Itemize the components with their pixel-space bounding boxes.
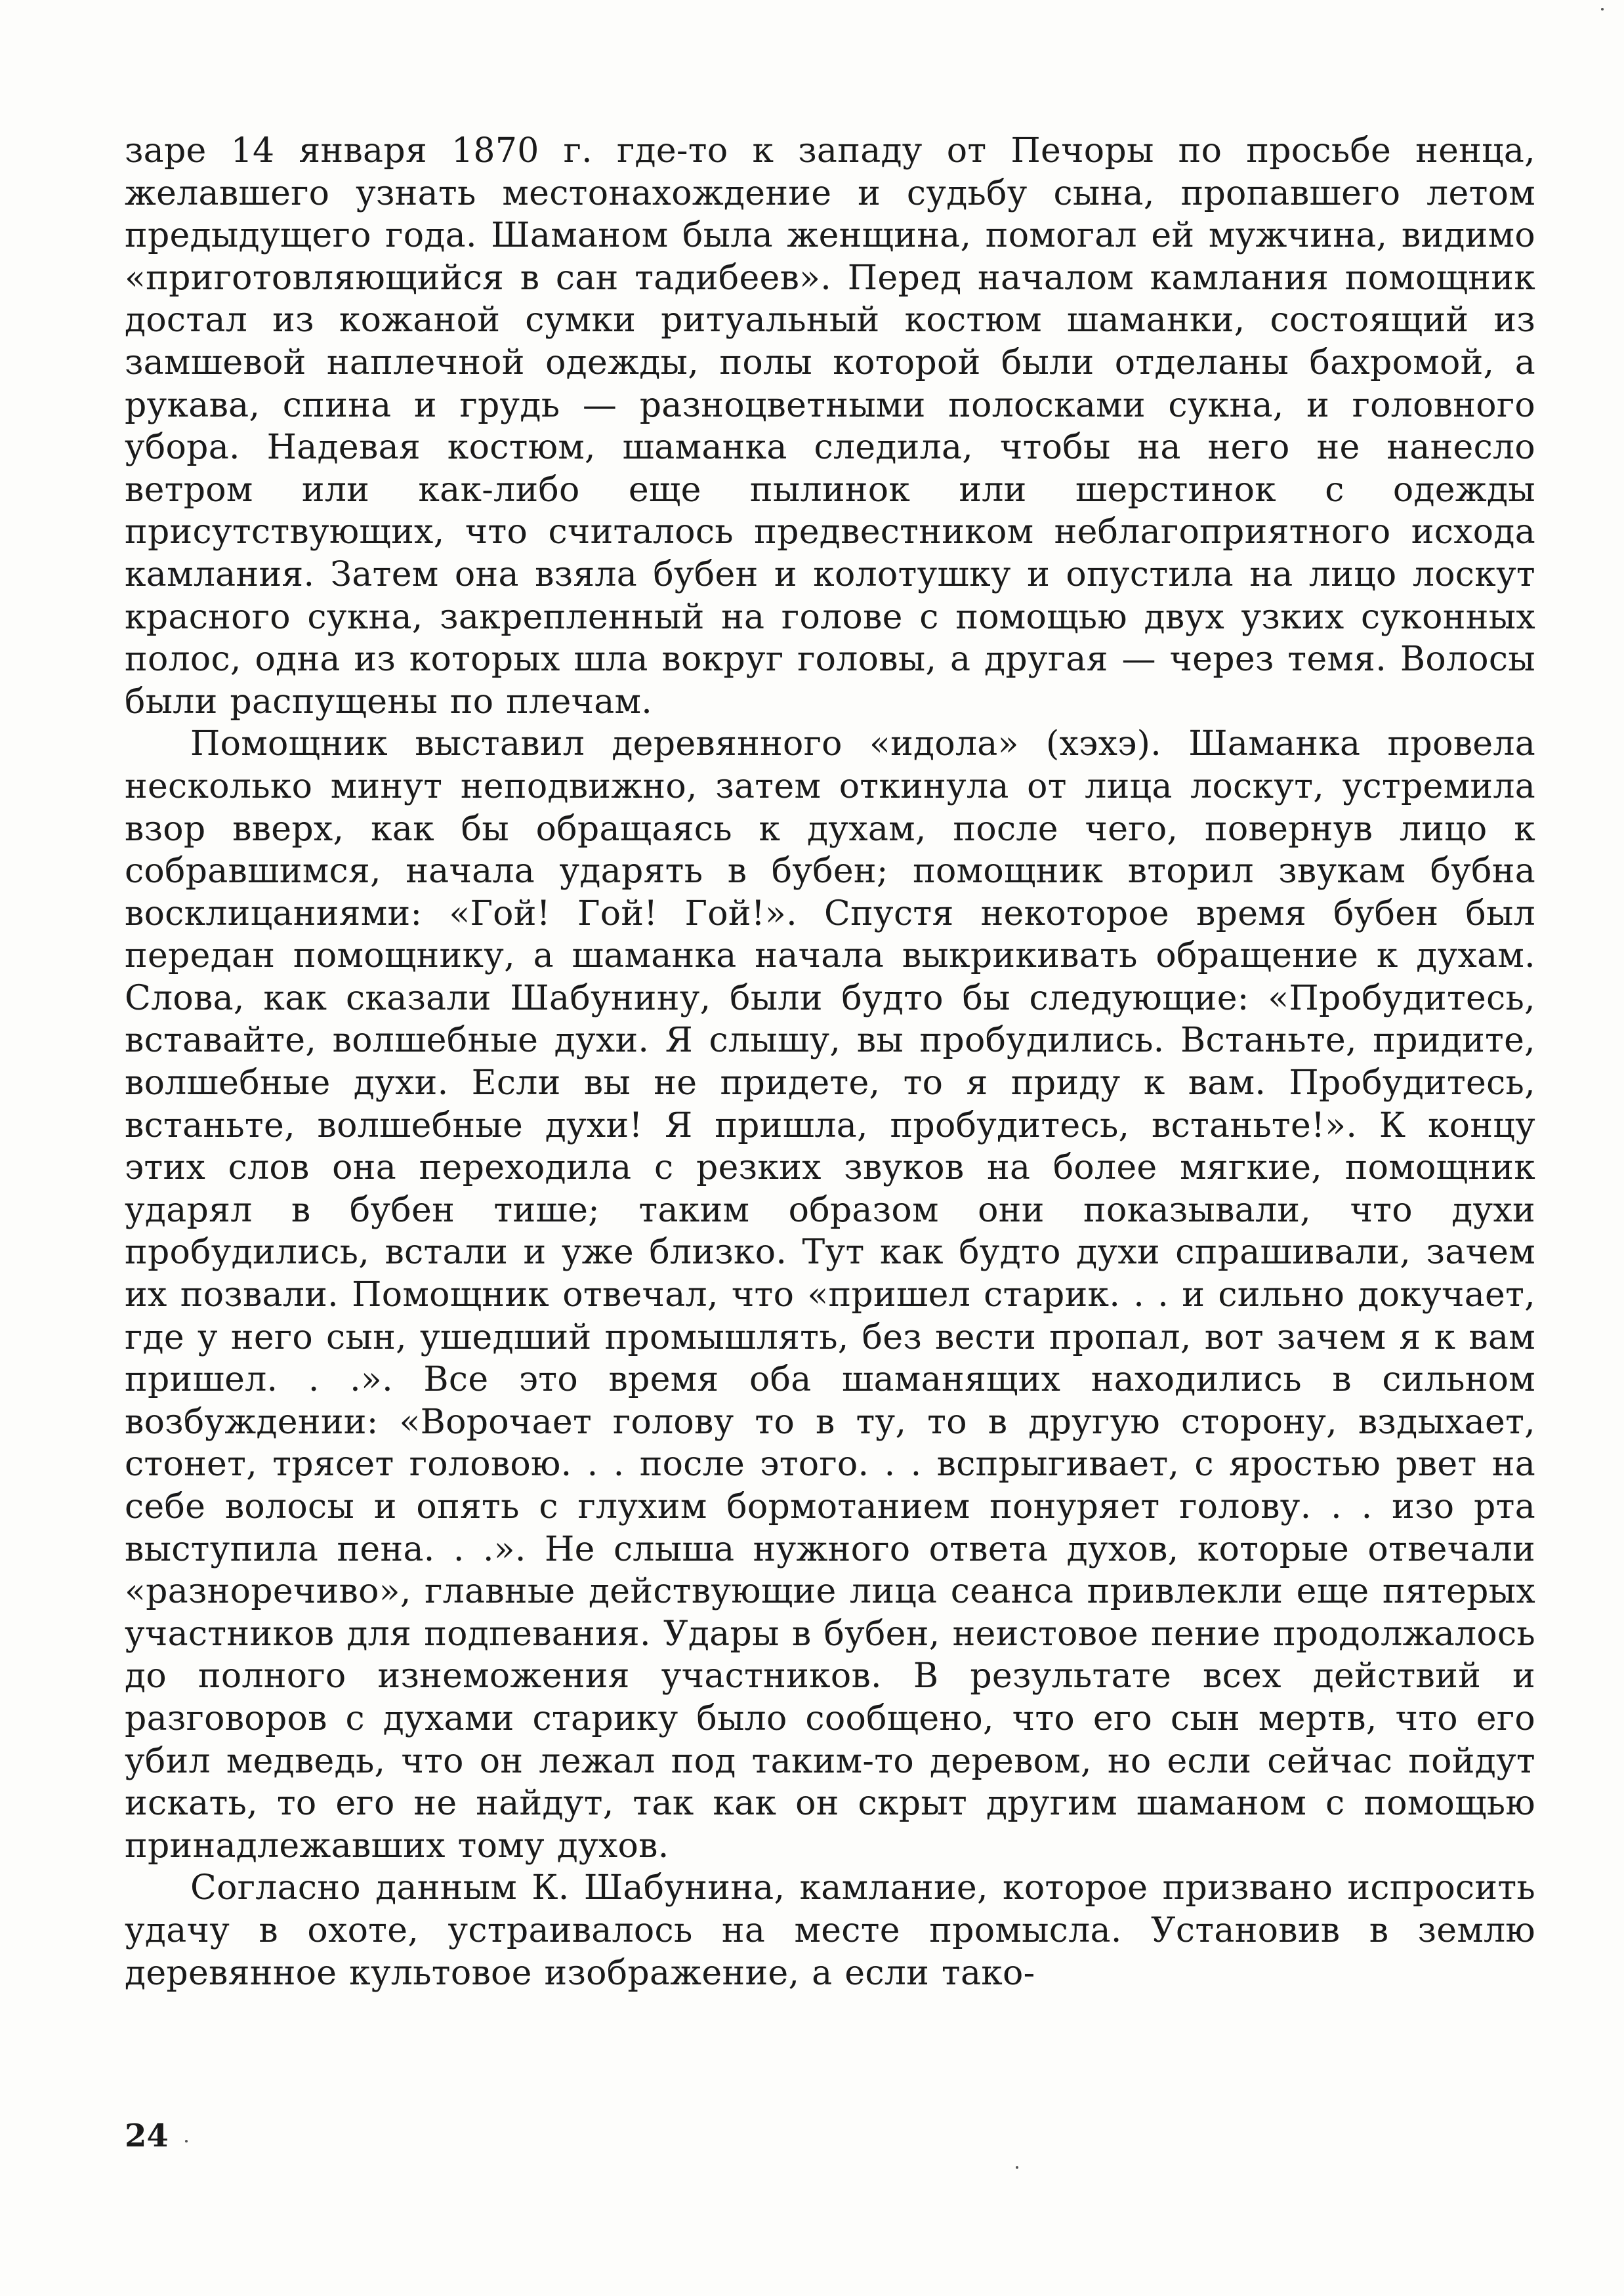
scan-speck bbox=[1016, 2166, 1018, 2169]
paragraph-1: заре 14 января 1870 г. где-то к западу от Печоры по просьбе ненца, желавшего узнать местонахождение и судьбу сына, пропавшего летом предыдущего года. Шаманом была женщина, помогал ей мужчина, видимо «приготовляющийся в сан тадибеев». Перед началом камлания помощник достал из кожаной сумки ритуальный костюм шаманки, состоящий из замшевой наплечной одежды, полы которой были отделаны бахромой, а рукава, спина и грудь — разноцветными полосками сукна, и головного убора. Надевая костюм, шаманка следила, чтобы на него не нанесло ветром или как-либо еще пылинок или шерстинок с одежды присутствующих, что считалось предвестником неблагоприятного исхода камлания. Затем она взяла бубен и колотушку и опустила на лицо лоскут красного сукна, закрепленный на голове с помощью двух узких суконных полос, одна из которых шла вокруг головы, а другая — через темя. Волосы были распущены по плечам. bbox=[125, 131, 1535, 722]
page-number: 24 bbox=[125, 2118, 169, 2154]
body-text bbox=[125, 130, 1535, 1994]
scan-speck bbox=[185, 2140, 188, 2142]
scan-speck bbox=[1601, 8, 1604, 10]
paragraph-2: Помощник выставил деревянного «идола» (хэхэ). Шаманка провела несколько минут неподвижно, затем откинула от лица лоскут, устремила взор вверх, как бы обращаясь к духам, после чего, повернув лицо к собравшимся, начала ударять в бубен; помощник вторил звукам бубна восклицаниями: «Гой! Гой! Гой!». Спустя некоторое время бубен был передан помощнику, а шаманка начала выкрикивать обращение к духам. Слова, как сказали Шабунину, были будто бы следующие: «Пробудитесь, вставайте, волшебные духи. Я слышу, вы пробудились. Встаньте, придите, волшебные духи. Если вы не придете, то я приду к вам. Пробудитесь, встаньте, волшебные духи! Я пришла, пробудитесь, встаньте!». К концу этих слов она переходила с резких звуков на более мягкие, помощник ударял в бубен тише; таким образом они показывали, что духи пробудились, встали и уже близко. Тут как будто духи спрашивали, зачем их позвали. Помощник отвечал, что «пришел старик. . . и сильно докучает, где у него сын, ушедший промышлять, без вести пропал, вот зачем я к вам пришел. . .». Все это время оба шаманящих находились в сильном возбуждении: «Ворочает голову то в ту, то в другую сторону, вздыхает, стонет, трясет головою. . . после этого. . . вспрыгивает, с яростью рвет на себе волосы и опять с глухим бормотанием понуряет голову. . . изо рта выступила пена. . .». Не слыша нужного ответа духов, которые отвечали «разноречиво», главные действующие лица сеанса привлекли еще пятерых участников для подпевания. Удары в бубен, неистовое пение продолжалось до полного изнеможения участников. В результате всех действий и разговоров с духами старику было сообщено, что его сын мертв, что его убил медведь, что он лежал под таким-то деревом, но если сейчас пойдут искать, то его не найдут, так как он скрыт другим шаманом с помощью принадлежавших тому духов. bbox=[125, 724, 1535, 1866]
paragraph-3: Согласно данным К. Шабунина, камлание, которое призвано испросить удачу в охоте, устраивалось на месте промысла. Установив в землю деревянное культовое изображение, а если тако- bbox=[125, 1868, 1535, 1993]
